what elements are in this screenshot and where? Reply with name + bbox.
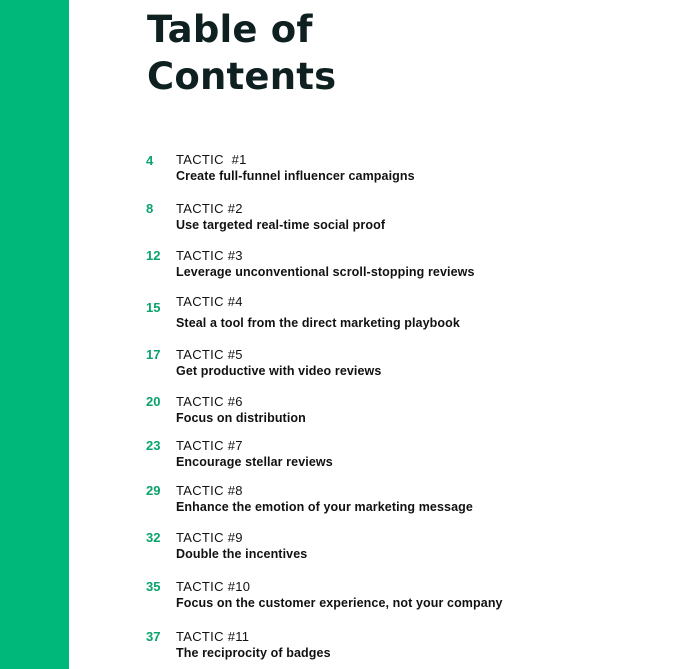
green-side-bar	[0, 0, 69, 669]
toc-tactic-description: Leverage unconventional scroll-stopping reviews	[176, 265, 475, 279]
page-title	[147, 6, 336, 100]
toc-page-number: 37	[146, 629, 161, 644]
toc-page-number: 8	[146, 201, 154, 216]
toc-tactic-description: Get productive with video reviews	[176, 364, 382, 378]
title-line-2: Contents	[147, 55, 337, 98]
title-line-1: Table of	[147, 8, 313, 51]
toc-tactic-label: TACTIC #11	[176, 629, 250, 644]
toc-tactic-description: Focus on the customer experience, not your company	[176, 596, 503, 610]
toc-page-number: 20	[146, 394, 161, 409]
toc-tactic-description: Enhance the emotion of your marketing message	[176, 500, 473, 514]
toc-tactic-label: TACTIC #5	[176, 347, 243, 362]
toc-tactic-description: Steal a tool from the direct marketing playbook	[176, 316, 460, 330]
toc-tactic-label: TACTIC #6	[176, 394, 243, 409]
toc-tactic-description: Encourage stellar reviews	[176, 455, 333, 469]
toc-tactic-label: TACTIC #2	[176, 201, 243, 216]
toc-page-number: 12	[146, 248, 161, 263]
toc-page-number: 32	[146, 530, 161, 545]
toc-page-number: 15	[146, 300, 161, 315]
toc-page-number: 4	[146, 153, 154, 168]
toc-page-number: 23	[146, 438, 161, 453]
toc-tactic-description: Create full-funnel influencer campaigns	[176, 169, 415, 183]
toc-page-number: 29	[146, 483, 161, 498]
toc-page-number: 35	[146, 579, 161, 594]
toc-tactic-description: Double the incentives	[176, 547, 308, 561]
toc-tactic-label: TACTIC #1	[176, 152, 247, 167]
toc-tactic-description: Focus on distribution	[176, 411, 306, 425]
toc-tactic-label: TACTIC #10	[176, 579, 251, 594]
toc-tactic-label: TACTIC #9	[176, 530, 243, 545]
toc-tactic-label: TACTIC #4	[176, 294, 243, 309]
toc-page-number: 17	[146, 347, 161, 362]
toc-tactic-description: The reciprocity of badges	[176, 646, 331, 660]
toc-tactic-label: TACTIC #3	[176, 248, 243, 263]
toc-tactic-label: TACTIC #8	[176, 483, 243, 498]
toc-tactic-description: Use targeted real-time social proof	[176, 218, 386, 232]
toc-tactic-label: TACTIC #7	[176, 438, 243, 453]
